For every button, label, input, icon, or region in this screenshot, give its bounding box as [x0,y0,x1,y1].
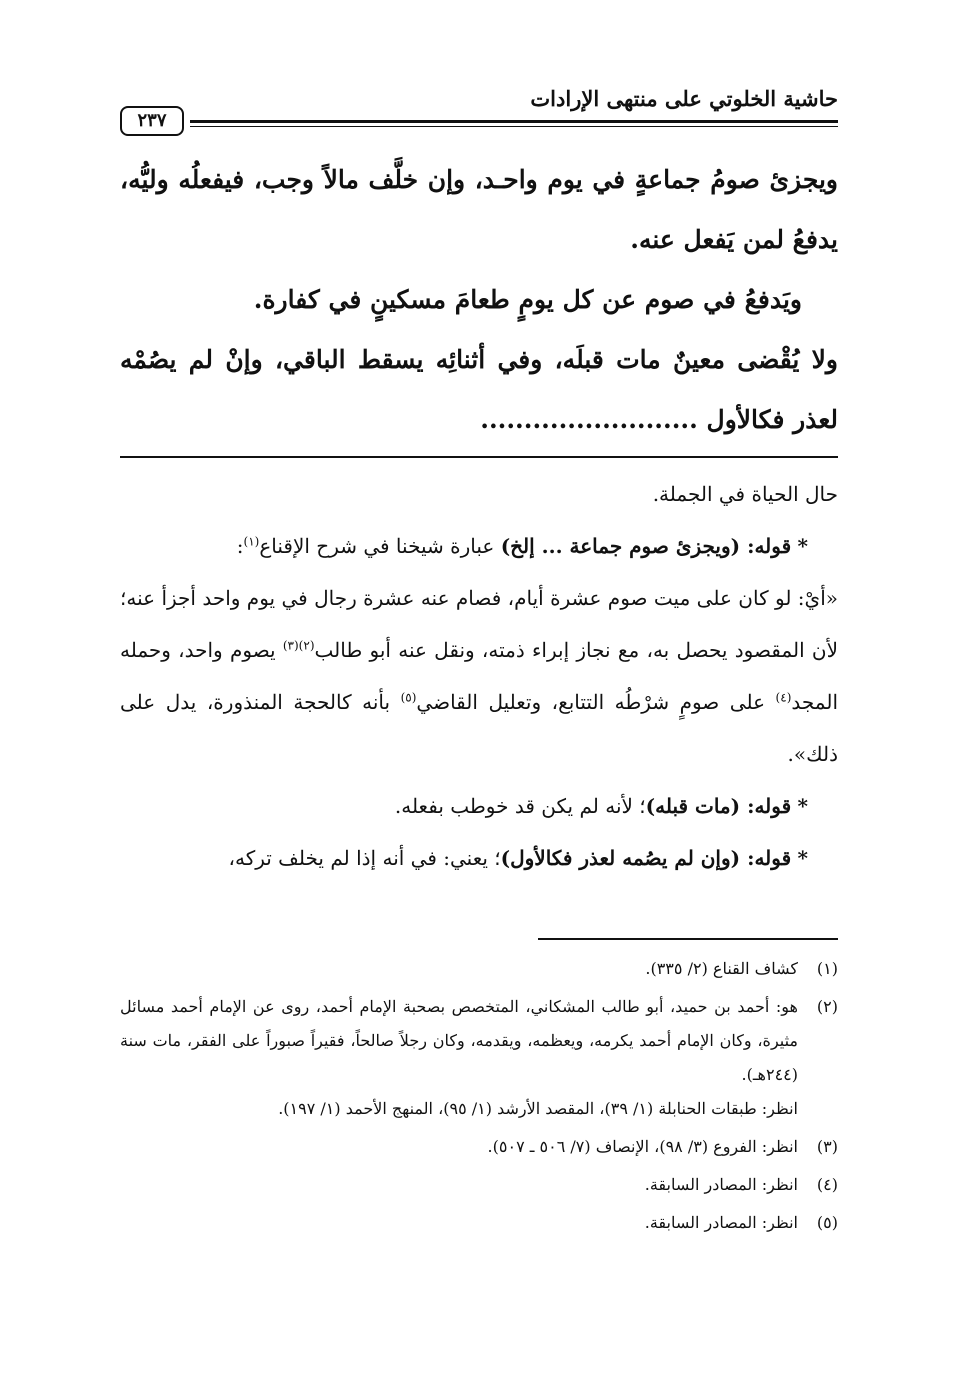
matn-paragraph-3 [120,330,838,450]
quoted-lemma: قوله: (ويجزئ صوم جماعة ... إلخ) [500,534,792,558]
page-header [120,86,838,130]
quoted-lemma: قوله: (مات قبله) [645,794,792,818]
footnote-text: كشاف القناع (٢/ ٣٣٥). [645,959,798,978]
commentary-paragraph-3 [120,572,838,780]
footnote-number: (٤) [816,1175,838,1194]
footnote-number: (١) [816,959,838,978]
matn-paragraph-1: ويجزئ صومُ جماعةٍ في يوم واحـد، وإن خلَّف مالاً وجب، فيفعلُه وليُّه، يدفعُ لمن يَفعل عنه. [120,165,838,254]
footnote [120,1206,838,1240]
commentary-text: يصوم واحد، وحمله المجد [120,638,838,714]
footnote-separator [538,938,838,940]
commentary-text: على صومٍ شرْطُه التتابع، وتعليل القاضي [416,690,776,714]
footnote [120,990,838,1126]
footnotes [120,952,838,1244]
running-title: حاشية الخلوتي على منتهى الإرادات [530,86,838,111]
commentary-paragraph-5 [120,832,838,884]
footnote-ref: (١) [243,534,260,549]
footnote-ref: (٢)(٣) [282,638,315,653]
footnote-number: (٣) [816,1137,838,1156]
commentary-text: «أيْ: لو كان على ميت صوم عشرة أيام، فصام عنه عشرة رجال في يوم واحد أجزأ عنه؛ لأن المقصود يحصل به، مع نجاز إبراء ذمته، ونقل عنه أبو طالب [120,586,838,662]
commentary-paragraph-2 [120,520,838,572]
main-text [120,150,838,450]
commentary-paragraph-4 [120,780,838,832]
star-marker: * [797,534,808,558]
page-number: ٢٣٧ [120,106,184,136]
header-rule [190,120,838,123]
footnote-number: (٢) [816,997,838,1016]
footnote [120,952,838,986]
matn-paragraph-3-text: ولا يُقْضى معينٌ مات قبلَه، وفي أثنائِه يسقط الباقي، وإنْ لم يصُمْه لعذر فكالأول [120,345,838,434]
matn-separator [120,456,838,458]
footnote-text: انظر: المصادر السابقة. [644,1175,798,1194]
header-rule-thin [190,126,838,127]
footnote [120,1168,838,1202]
footnote-ref: (٤) [775,690,792,705]
footnote-text: انظر: الفروع (٣/ ٩٨)، الإنصاف (٧/ ٥٠٦ ـ ٥٠٧). [487,1137,798,1156]
commentary [120,468,838,884]
commentary-text: عبارة شيخنا في شرح الإقناع [259,534,495,558]
footnote-text: هو: أحمد بن حميد، أبو طالب المشكاني، المتخصص بصحبة الإمام أحمد، روى عن الإمام أحمد مسائل مثيرة، وكان الإمام أحمد يكرمه، ويعظمه، ويقدمه، وكان رجلاً صالحاً، فقيراً صبوراً على الفقر، مات سنة (٢٤٤هـ). [120,997,798,1084]
footnote-ref: (٥) [400,690,417,705]
colon: : [236,534,244,558]
star-marker: * [797,846,808,870]
matn-paragraph-2: ويَدفعُ في صوم عن كل يومٍ طعامَ مسكينٍ في كفارة. [253,285,802,314]
footnote-number: (٥) [816,1213,838,1232]
commentary-text: ؛ لأنه لم يكن قد خوطب بفعله. [394,794,646,818]
footnote-text: انظر: المصادر السابقة. [644,1213,798,1232]
quoted-lemma: قوله: (وإن لم يصُمه لعذر فكالأول) [500,846,792,870]
matn-dots: ......................... [480,405,698,434]
commentary-text: ؛ يعني: في أنه إذا لم يخلف تركه، [228,846,501,870]
footnote [120,1130,838,1164]
footnote-text: انظر: طبقات الحنابلة (١/ ٣٩)، المقصد الأرشد (١/ ٩٥)، المنهج الأحمد (١/ ١٩٧). [278,1099,798,1118]
star-marker: * [797,794,808,818]
commentary-text: بأنه كالحجة المنذورة، يدل على ذلك». [120,690,838,766]
commentary-line-1: حال الحياة في الجملة. [652,482,838,506]
